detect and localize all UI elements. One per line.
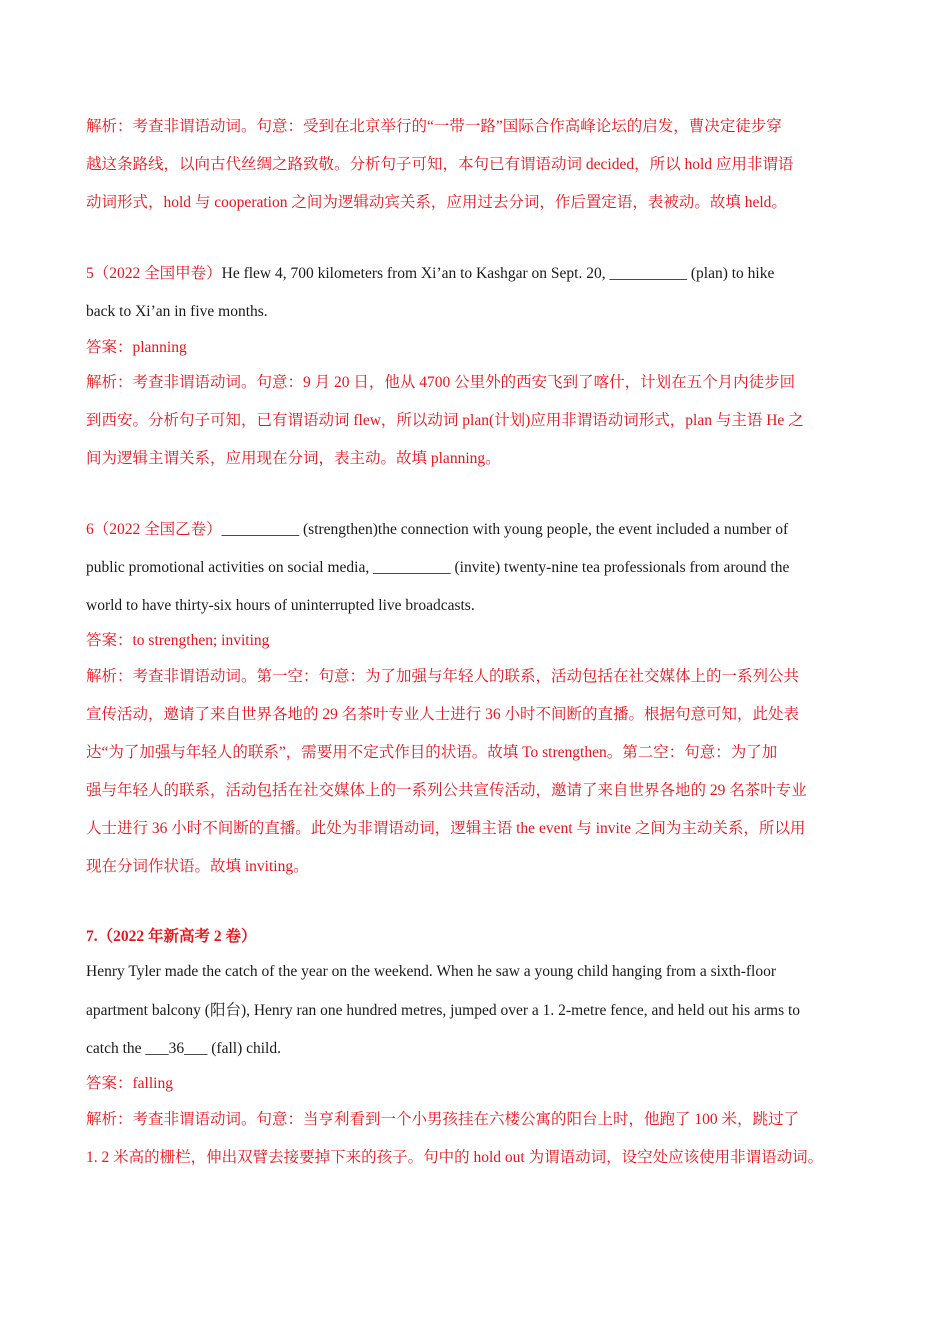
q7-stem-line-1: Henry Tyler made the catch of the year on the weekend. When he saw a young child hanging from a sixth-floor	[86, 963, 777, 980]
q7-answer: 答案：falling	[86, 1075, 173, 1092]
q5-stem-text-1: He flew 4, 700 kilometers from Xi’an to Kashgar on Sept. 20, __________ (plan) to hike	[221, 265, 775, 282]
q6-analysis-line-5: 人士进行 36 小时不间断的直播。此处为非谓语动词，逻辑主语 the event 与 invite 之间为主动关系，所以用	[86, 820, 806, 837]
q7-stem-line-3	[86, 1039, 886, 1059]
q5-source: 5（2022 全国甲卷）	[86, 265, 222, 282]
q6-source: 6（2022 全国乙卷）	[86, 521, 222, 538]
q4-analysis-line-1: 解析：考查非谓语动词。句意：受到在北京举行的“一带一路”国际合作高峰论坛的启发，曹决定徒步穿	[86, 118, 782, 135]
q6-analysis-line-6: 现在分词作状语。故填 inviting。	[86, 858, 309, 875]
q6-answer: 答案：to strengthen; inviting	[86, 632, 270, 649]
q6-analysis-line-2: 宣传活动，邀请了来自世界各地的 29 名茶叶专业人士进行 36 小时不间断的直播。根据句意可知，此处表	[86, 706, 800, 723]
q7-stem-text-post: (fall) child.	[207, 1040, 281, 1057]
q7-analysis-line-2: 1. 2 米高的栅栏，伸出双臂去接要掉下来的孩子。句中的 hold out 为谓语动词，设空处应该使用非谓语动词。	[86, 1149, 824, 1166]
q4-analysis-line-3: 动词形式，hold 与 cooperation 之间为逻辑动宾关系，应用过去分词，作后置定语，表被动。故填 held。	[86, 194, 787, 211]
q7-stem-line-2: apartment balcony (阳台), Henry ran one hundred metres, jumped over a 1. 2-metre fence, and held out his arms to	[86, 1002, 801, 1019]
q5-answer: 答案：planning	[86, 339, 187, 356]
q5-stem-line-2: back to Xi’an in five months.	[86, 303, 268, 320]
q6-analysis-line-4: 强与年轻人的联系，活动包括在社交媒体上的一系列公共宣传活动，邀请了来自世界各地的 29 名茶叶专业	[86, 782, 807, 799]
q7-blank: ___36___	[145, 1040, 208, 1057]
q7-stem-text-pre: catch the	[86, 1040, 146, 1057]
q5-analysis-line-1: 解析：考查非谓语动词。句意：9 月 20 日，他从 4700 公里外的西安飞到了喀什，计划在五个月内徒步回	[86, 374, 796, 391]
q6-stem-line-3: world to have thirty-six hours of uninterrupted live broadcasts.	[86, 597, 475, 614]
q6-stem-line-1	[86, 520, 886, 540]
q6-analysis-line-1: 解析：考查非谓语动词。第一空：句意：为了加强与年轻人的联系，活动包括在社交媒体上的一系列公共	[86, 668, 800, 685]
q5-analysis-line-3: 间为逻辑主谓关系，应用现在分词，表主动。故填 planning。	[86, 450, 501, 467]
q6-analysis-line-3: 达“为了加强与年轻人的联系”，需要用不定式作目的状语。故填 To strengthen。第二空：句意：为了加	[86, 744, 778, 761]
q4-analysis-line-2: 越这条路线，以向古代丝绸之路致敬。分析句子可知，本句已有谓语动词 decided，所以 hold 应用非谓语	[86, 156, 794, 173]
q6-stem-line-2: public promotional activities on social media, __________ (invite) twenty-nine tea professionals from around the	[86, 559, 790, 576]
q6-stem-text-1: __________ (strengthen)the connection with young people, the event included a number of	[221, 521, 789, 538]
q7-source: 7.（2022 年新高考 2 卷）	[86, 928, 257, 945]
q7-analysis-line-1: 解析：考查非谓语动词。句意：当亨利看到一个小男孩挂在六楼公寓的阳台上时，他跑了 100 米，跳过了	[86, 1111, 800, 1128]
q5-analysis-line-2: 到西安。分析句子可知，已有谓语动词 flew，所以动词 plan(计划)应用非谓语动词形式，plan 与主语 He 之	[86, 412, 804, 429]
q5-stem-line-1	[86, 264, 886, 284]
